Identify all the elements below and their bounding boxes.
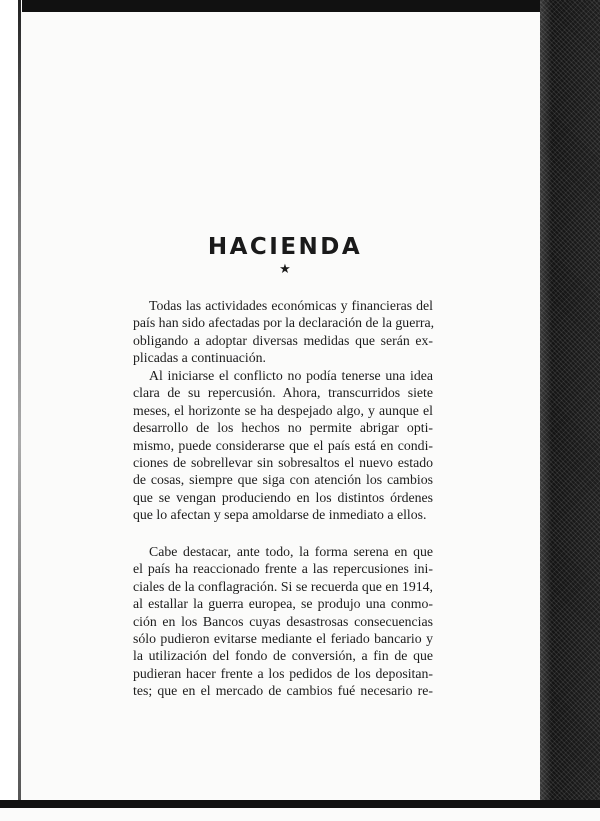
- text-line: mismo, puede considerarse que el país está en condi-: [133, 437, 433, 453]
- text-line: país han sido afectadas por la declaración de la guerra,: [133, 315, 435, 331]
- text-line: que lo afectan y sepa amoldarse de inmediato a ellos.: [133, 507, 427, 523]
- text-line: que se vengan produciendo en los distintos órdenes: [133, 489, 433, 505]
- bottom-margin-strip: [0, 808, 600, 821]
- text-line: Todas las actividades económicas y financieras del: [149, 298, 433, 313]
- text-line: meses, el horizonte se ha despejado algo, y aunque el: [133, 402, 433, 418]
- text-line: la utilización del fondo de conversión, a fin de que: [133, 648, 433, 664]
- text-line: al estallar la guerra europea, se produjo una conmo-: [133, 596, 433, 612]
- text-line: el país ha reaccionado frente a las repercusiones ini-: [133, 561, 433, 577]
- star-ornament: ★: [279, 262, 291, 277]
- text-line: Cabe destacar, ante todo, la forma serena en que: [149, 544, 433, 559]
- text-line: ción en los Bancos cuyas desastrosas consecuencias: [133, 613, 433, 629]
- text-line: clara de su repercusión. Ahora, transcurridos siete: [133, 385, 433, 401]
- text-line: pudieran hacer frente a los pedidos de los depositan-: [133, 665, 433, 681]
- text-line: desarrollo de los hechos no permite abrigar opti-: [133, 420, 433, 436]
- text-line: plicadas a continuación.: [133, 350, 266, 366]
- text-line: ciones de sobrellevar sin sobresaltos el nuevo estado: [133, 454, 433, 470]
- left-page-edge: [18, 0, 21, 805]
- text-line: sólo pudieron evitarse mediante el feriado bancario y: [133, 630, 433, 646]
- text-line: ciales de la conflagración. Si se recuerda que en 1914,: [133, 578, 433, 594]
- page-title: HACIENDA: [207, 234, 363, 260]
- top-scan-border: [22, 0, 552, 12]
- right-scan-shadow: [540, 0, 600, 821]
- text-line: de cosas, siempre que siga con atención los cambios: [133, 472, 433, 488]
- text-line: obligando a adoptar diversas medidas que serán ex-: [133, 332, 433, 348]
- paragraph-2: [133, 367, 433, 524]
- paragraph-3: [133, 543, 433, 700]
- text-line: tes; que en el mercado de cambios fué necesario re-: [133, 683, 433, 699]
- text-line: Al iniciarse el conflicto no podía tenerse una idea: [149, 368, 433, 383]
- bottom-scan-border: [0, 800, 600, 808]
- paragraph-1: [133, 297, 433, 367]
